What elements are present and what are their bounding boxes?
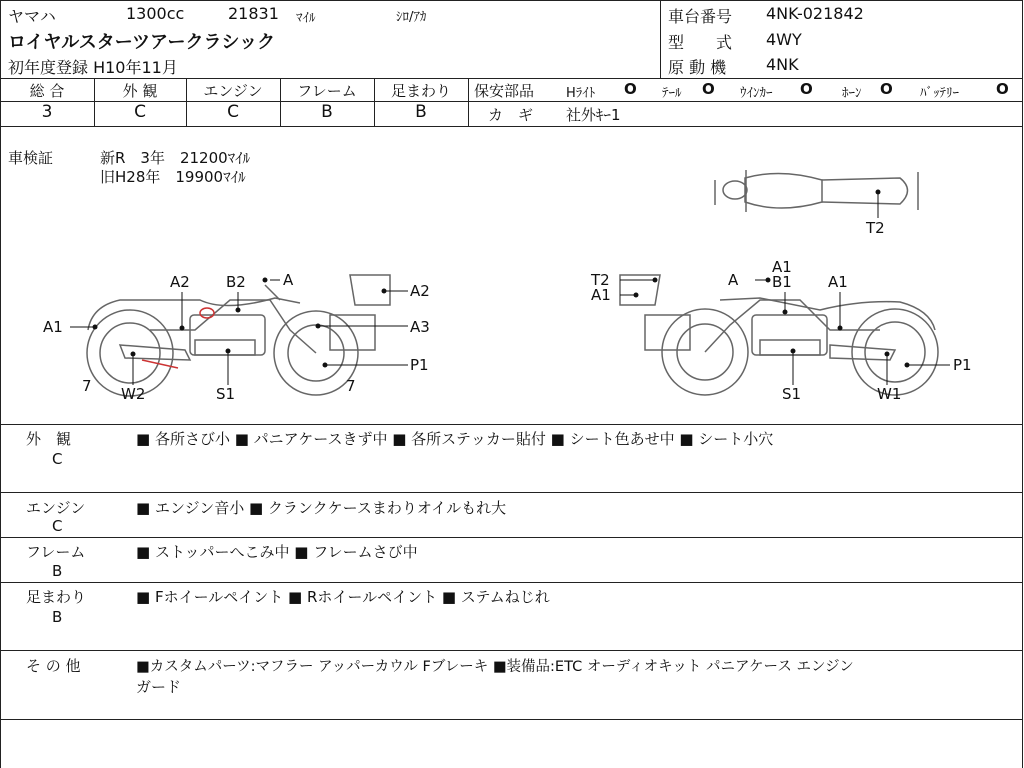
grade-value-suspension: B — [415, 102, 427, 122]
remarks-line-5 — [0, 719, 1023, 720]
key-label: カ ギ — [488, 106, 534, 124]
grade-header-suspension: 足まわり — [390, 82, 451, 100]
remark-category-engine: エンジン — [26, 499, 86, 517]
color: ｼﾛ/ｱｶ — [396, 10, 427, 25]
remark-grade-suspension: B — [52, 608, 63, 626]
remarks-line-2 — [0, 537, 1023, 538]
frame-no-label: 車台番号 — [668, 7, 733, 26]
mileage: 21831 — [228, 4, 279, 23]
label-a3: A3 — [410, 318, 430, 336]
grade-value-appearance: C — [134, 102, 146, 122]
remarks-line-1 — [0, 492, 1023, 493]
grade-value-engine: C — [227, 102, 239, 122]
remark-text-appearance: ■ 各所さび小 ■ パニアケースきず中 ■ 各所ステッカー貼付 ■ シート色あせ中 ■ シート小穴 — [136, 430, 774, 448]
remark-text-suspension: ■ Fホイールペイント ■ Rホイールペイント ■ ステムねじれ — [136, 588, 550, 606]
grade-header-engine: エンジン — [203, 82, 263, 100]
maker: ヤマハ — [8, 7, 56, 26]
safety-mid — [468, 101, 1023, 102]
label-a-mirror-right: A — [728, 271, 739, 289]
remark-category-appearance: 外 観 — [26, 430, 72, 448]
engine-label: 原 動 機 — [668, 58, 727, 77]
safety-winker: ｳｲﾝｶｰ — [740, 86, 773, 101]
frame-no: 4NK-021842 — [766, 4, 864, 23]
remark-text-frame: ■ ストッパーへこみ中 ■ フレームさび中 — [136, 543, 418, 561]
remark-category-other: そ の 他 — [26, 657, 81, 675]
label-w1: W1 — [877, 385, 902, 403]
mileage-unit: ﾏｲﾙ — [296, 11, 316, 26]
safety-headlight-status: O — [624, 80, 637, 98]
motorcycle-diagram — [0, 128, 1022, 424]
remark-grade-appearance: C — [52, 450, 63, 468]
remark-text-other: ■カスタムパーツ:マフラー アッパーカウル Fブレーキ ■装備品:ETC オーディオキット パニアケース エンジン — [136, 659, 854, 675]
label-t2-top: T2 — [866, 219, 885, 237]
inspection-old: 旧H28年 19900ﾏｲﾙ — [100, 168, 246, 186]
grade-value-frame: B — [321, 102, 333, 122]
safety-label: 保安部品 — [474, 82, 535, 100]
label-b1: B1 — [772, 273, 792, 291]
remarks-line-3 — [0, 582, 1023, 583]
safety-horn: ﾎｰﾝ — [842, 86, 862, 101]
grade-row-bottom — [0, 126, 1023, 127]
safety-winker-status: O — [800, 80, 813, 98]
right-side-motorcycle — [620, 275, 938, 395]
inspection-label: 車検証 — [8, 149, 54, 167]
type-value: 4WY — [766, 30, 802, 49]
label-p1-right: P1 — [953, 356, 972, 374]
header-divider — [660, 0, 661, 78]
grade-header-frame: フレーム — [297, 82, 357, 100]
label-s1-left: S1 — [216, 385, 236, 403]
label-a1-rear: A1 — [43, 318, 63, 336]
inspection-new: 新R 3年 21200ﾏｲﾙ — [100, 149, 251, 167]
remark-text-engine: ■ エンジン音小 ■ クランクケースまわりオイルもれ大 — [136, 499, 507, 517]
model-name: ロイヤルスターツアークラシック — [8, 32, 276, 53]
safety-tail-status: O — [702, 80, 715, 98]
top-view-motorcycle — [715, 170, 918, 212]
safety-tail: ﾃｰﾙ — [662, 86, 682, 101]
label-a1-seat: A1 — [828, 273, 848, 291]
border-right — [1022, 0, 1023, 768]
label-s1-right: S1 — [782, 385, 802, 403]
label-a2-tank: A2 — [170, 273, 190, 291]
grade-header-appearance: 外 観 — [122, 82, 158, 100]
label-a1-cowl: A1 — [591, 286, 611, 304]
safety-battery-status: O — [996, 80, 1009, 98]
grade-col-5 — [468, 78, 469, 126]
diagram-bottom — [0, 424, 1023, 425]
grade-header-overall: 総 合 — [29, 82, 65, 100]
safety-headlight: Hﾗｲﾄ — [566, 86, 596, 101]
label-b2: B2 — [226, 273, 246, 291]
label-a1-top: A1 — [772, 258, 792, 276]
type-label: 型 式 — [668, 33, 733, 52]
label-t2-right: T2 — [591, 271, 610, 289]
label-a-mirror: A — [283, 271, 294, 289]
first-registration: 初年度登録 H10年11月 — [8, 58, 178, 77]
remark-text-other-line2: ガード — [136, 678, 182, 696]
remarks-line-4 — [0, 650, 1023, 651]
grade-value-overall: 3 — [41, 102, 53, 122]
label-p1-left: P1 — [410, 356, 429, 374]
safety-horn-status: O — [880, 80, 893, 98]
remark-category-frame: フレーム — [26, 543, 86, 561]
grade-row-top — [0, 78, 1023, 79]
label-7-front: 7 — [346, 377, 356, 395]
engine-value: 4NK — [766, 55, 799, 74]
remark-category-suspension: 足まわり — [26, 588, 87, 606]
remark-grade-engine: C — [52, 517, 63, 535]
safety-battery: ﾊﾞｯﾃﾘｰ — [920, 86, 959, 101]
border-top — [0, 0, 1023, 1]
leader-lines — [70, 192, 950, 385]
remark-grade-frame: B — [52, 562, 63, 580]
displacement: 1300cc — [126, 4, 185, 23]
label-w2: W2 — [121, 385, 146, 403]
label-a2-cowl: A2 — [410, 282, 430, 300]
key-value: 社外ｷｰ1 — [566, 106, 621, 124]
label-7-rear: 7 — [82, 377, 92, 395]
